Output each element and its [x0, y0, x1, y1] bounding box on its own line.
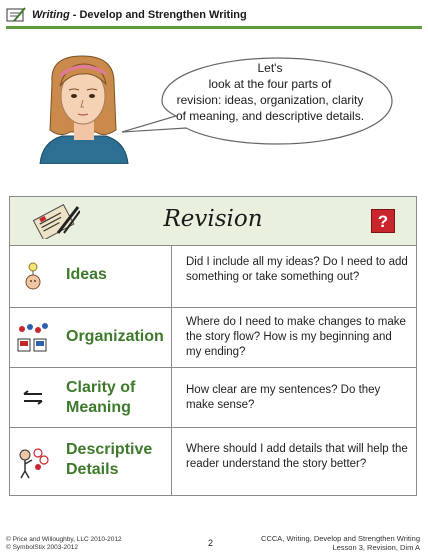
help-button[interactable]: ?	[371, 209, 395, 233]
term-label: Descriptive	[66, 441, 153, 458]
term-label: Ideas	[66, 266, 107, 283]
page-number: 2	[208, 538, 214, 548]
lesson-info: CCCA, Writing, Develop and Strengthen Writing Lesson 3, Revision, Dim A	[261, 534, 420, 552]
header-title: Writing - Develop and Strengthen Writing	[32, 9, 247, 21]
revision-table	[9, 196, 417, 496]
table-row	[10, 246, 416, 308]
description-text: Where should I add details that will help the reader understand the story better?	[186, 443, 408, 470]
description-cell	[173, 428, 416, 496]
table-row	[10, 308, 416, 368]
table-title: Revision	[163, 206, 263, 232]
writing-icon	[6, 7, 26, 23]
term-cell	[10, 428, 172, 496]
sorting-blocks-icon	[16, 321, 50, 355]
term-label: Clarity of	[66, 379, 136, 396]
term-label: Meaning	[66, 399, 131, 416]
term-cell	[10, 308, 172, 367]
term-label: Details	[66, 461, 119, 478]
person-details-icon	[16, 445, 50, 479]
table-header	[10, 197, 416, 246]
equal-arrows-icon	[16, 381, 50, 415]
description-text: Did I include all my ideas? Do I need to add something or take something out?	[186, 256, 408, 283]
description-cell	[173, 308, 416, 367]
lightbulb-person-icon	[16, 260, 50, 294]
table-row	[10, 428, 416, 496]
description-text: How clear are my sentences? Do they make sense?	[186, 384, 381, 411]
term-label: Organization	[66, 328, 164, 345]
table-row	[10, 368, 416, 428]
term-cell	[10, 246, 172, 307]
description-text: Where do I need to make changes to make the story flow? How is my beginning and my ending?	[186, 316, 406, 358]
page-header	[6, 4, 422, 26]
description-cell	[173, 368, 416, 427]
term-cell	[10, 368, 172, 427]
description-cell	[173, 246, 416, 307]
header-rule	[6, 26, 422, 29]
speech-text: Let's look at the four parts of revision: ideas, organization, clarity of meaning, and descriptive details.	[175, 61, 365, 123]
copyright-notice: © Price and Willoughby, LLC 2010-2012 © SymbolStix 2003-2012	[6, 536, 122, 551]
